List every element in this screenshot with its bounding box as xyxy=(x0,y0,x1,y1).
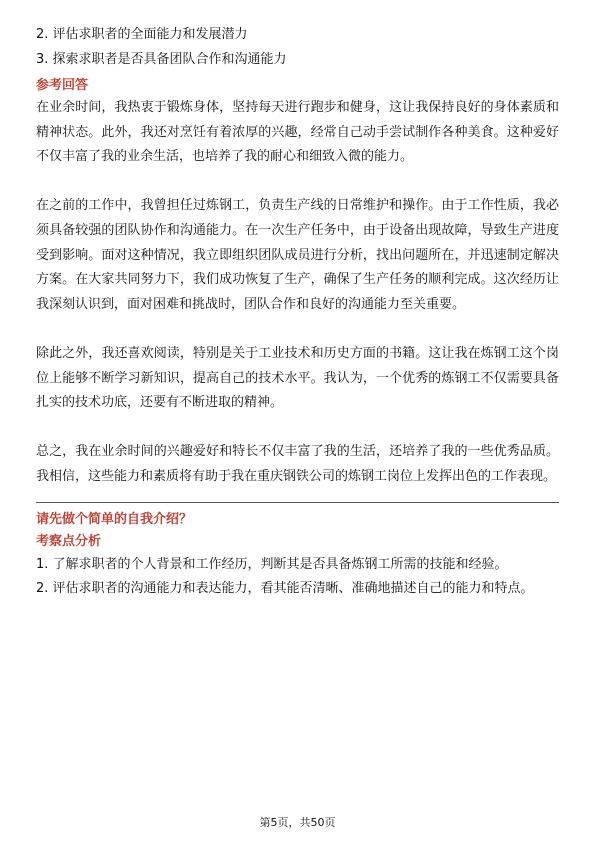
page-content xyxy=(36,22,559,602)
analysis-point-2: 2. 评估求职者的沟通能力和表达能力，看其能否清晰、准确地描述自己的能力和特点。 xyxy=(36,581,534,597)
paragraph-spacer xyxy=(36,317,559,342)
answer-paragraph-work-experience: 在之前的工作中，我曾担任过炼钢工，负责生产线的日常维护和操作。由于工作性质，我必须具备较强的团队协作和沟通能力。在一次生产任务中，由于设备出现故障，导致生产进度受到影响。面对这种情况，我立即组织团队成员进行分析，找出问题所在，并迅速制定解决方案。在大家共同努力下，我们成功恢复了生产，确保了生产任务的顺利完成。这次经历让我深刻认识到，面对困难和挑战时，团队合作和良好的沟通能力至关重要。 xyxy=(36,198,559,312)
assessment-point-2: 2. 评估求职者的全面能力和发展潜力 xyxy=(36,27,248,42)
answer-heading: 参考回答 xyxy=(36,78,89,93)
analysis-point-1: 1. 了解求职者的个人背景和工作经历，判断其是否具备炼钢工所需的技能和经验。 xyxy=(36,556,508,572)
paragraph-spacer xyxy=(36,170,559,195)
answer-paragraph-hobbies: 在业余时间，我热衷于锻炼身体，坚持每天进行跑步和健身，这让我保持良好的身体素质和精神状态。此外，我还对烹饪有着浓厚的兴趣，经常自己动手尝试制作各种美食。这种爱好不仅丰富了我的业余生活，也培养了我的耐心和细致入微的能力。 xyxy=(36,100,559,165)
page-number-footer: 第5页，共50页 xyxy=(259,816,336,829)
answer-paragraph-summary: 总之，我在业余时间的兴趣爱好和特长不仅丰富了我的生活，还培养了我的一些优秀品质。我相信，这些能力和素质将有助于我在重庆钢铁公司的炼钢工岗位上发挥出色的工作表现。 xyxy=(36,444,559,484)
answer-paragraph-reading: 除此之外，我还喜欢阅读，特别是关于工业技术和历史方面的书籍。这让我在炼钢工这个岗位上能够不断学习新知识，提高自己的技术水平。我认为，一个优秀的炼钢工不仅需要具备扎实的技术功底，还要有不断进取的精神。 xyxy=(36,345,559,411)
paragraph-spacer xyxy=(36,416,559,441)
question-heading: 请先做个简单的自我介绍？ xyxy=(36,511,193,527)
analysis-heading: 考察点分析 xyxy=(36,533,102,549)
section-divider xyxy=(36,502,559,503)
assessment-point-3: 3. 探索求职者是否具备团队合作和沟通能力 xyxy=(36,52,287,67)
